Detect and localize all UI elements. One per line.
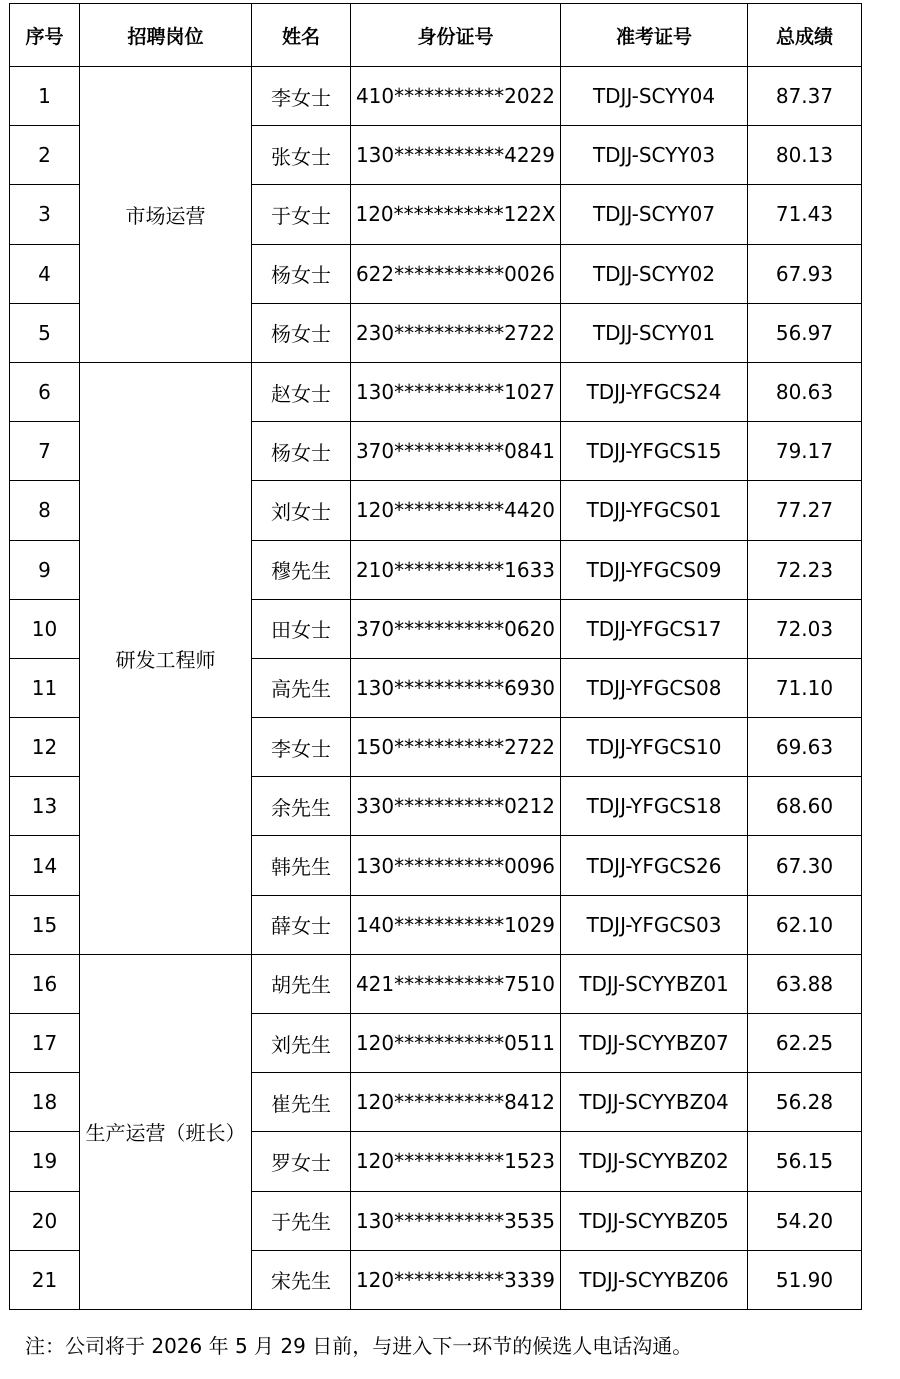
cell-name: 高先生 (252, 658, 351, 717)
cell-total-score: 77.27 (748, 481, 862, 540)
cell-ticket-number: TDJJ-YFGCS26 (561, 836, 748, 895)
table-row (10, 67, 862, 126)
cell-total-score: 79.17 (748, 422, 862, 481)
cell-ticket-number: TDJJ-SCYYBZ07 (561, 1014, 748, 1073)
cell-name: 韩先生 (252, 836, 351, 895)
cell-name: 张女士 (252, 126, 351, 185)
cell-seq: 18 (10, 1073, 80, 1132)
cell-ticket-number: TDJJ-SCYY03 (561, 126, 748, 185)
header-position: 招聘岗位 (80, 4, 252, 67)
cell-total-score: 67.30 (748, 836, 862, 895)
cell-id-number: 210***********1633 (351, 540, 561, 599)
cell-id-number: 130***********6930 (351, 658, 561, 717)
cell-id-number: 120***********8412 (351, 1073, 561, 1132)
cell-ticket-number: TDJJ-SCYY04 (561, 67, 748, 126)
cell-ticket-number: TDJJ-SCYY02 (561, 244, 748, 303)
cell-total-score: 56.15 (748, 1132, 862, 1191)
cell-seq: 14 (10, 836, 80, 895)
cell-name: 穆先生 (252, 540, 351, 599)
cell-id-number: 120***********3339 (351, 1250, 561, 1309)
cell-ticket-number: TDJJ-YFGCS08 (561, 658, 748, 717)
cell-id-number: 130***********0096 (351, 836, 561, 895)
cell-seq: 5 (10, 303, 80, 362)
cell-name: 李女士 (252, 718, 351, 777)
cell-ticket-number: TDJJ-YFGCS01 (561, 481, 748, 540)
cell-id-number: 120***********122X (351, 185, 561, 244)
cell-name: 胡先生 (252, 954, 351, 1013)
cell-name: 杨女士 (252, 303, 351, 362)
cell-id-number: 130***********4229 (351, 126, 561, 185)
cell-seq: 19 (10, 1132, 80, 1191)
cell-name: 罗女士 (252, 1132, 351, 1191)
cell-seq: 13 (10, 777, 80, 836)
cell-seq: 21 (10, 1250, 80, 1309)
cell-ticket-number: TDJJ-SCYY07 (561, 185, 748, 244)
cell-id-number: 120***********4420 (351, 481, 561, 540)
cell-seq: 8 (10, 481, 80, 540)
cell-ticket-number: TDJJ-YFGCS03 (561, 895, 748, 954)
cell-position: 市场运营 (80, 67, 252, 363)
header-seq: 序号 (10, 4, 80, 67)
cell-name: 杨女士 (252, 244, 351, 303)
cell-ticket-number: TDJJ-SCYYBZ04 (561, 1073, 748, 1132)
cell-id-number: 370***********0620 (351, 599, 561, 658)
cell-name: 于先生 (252, 1191, 351, 1250)
cell-total-score: 62.10 (748, 895, 862, 954)
cell-ticket-number: TDJJ-YFGCS18 (561, 777, 748, 836)
cell-total-score: 71.10 (748, 658, 862, 717)
cell-ticket-number: TDJJ-SCYY01 (561, 303, 748, 362)
cell-id-number: 120***********0511 (351, 1014, 561, 1073)
cell-total-score: 51.90 (748, 1250, 862, 1309)
table-body (10, 67, 862, 1310)
results-table (9, 3, 862, 1310)
header-id-number: 身份证号 (351, 4, 561, 67)
cell-seq: 9 (10, 540, 80, 599)
cell-name: 田女士 (252, 599, 351, 658)
cell-id-number: 140***********1029 (351, 895, 561, 954)
cell-total-score: 69.63 (748, 718, 862, 777)
cell-total-score: 71.43 (748, 185, 862, 244)
cell-ticket-number: TDJJ-SCYYBZ06 (561, 1250, 748, 1309)
table-row (10, 954, 862, 1013)
cell-id-number: 421***********7510 (351, 954, 561, 1013)
cell-total-score: 56.28 (748, 1073, 862, 1132)
cell-seq: 12 (10, 718, 80, 777)
table-row (10, 362, 862, 421)
cell-id-number: 120***********1523 (351, 1132, 561, 1191)
cell-name: 刘先生 (252, 1014, 351, 1073)
cell-name: 杨女士 (252, 422, 351, 481)
cell-name: 赵女士 (252, 362, 351, 421)
cell-seq: 15 (10, 895, 80, 954)
header-total-score: 总成绩 (748, 4, 862, 67)
cell-seq: 1 (10, 67, 80, 126)
cell-ticket-number: TDJJ-SCYYBZ05 (561, 1191, 748, 1250)
cell-name: 余先生 (252, 777, 351, 836)
footnote: 注：公司将于 2026 年 5 月 29 日前，与进入下一环节的候选人电话沟通。 (25, 1334, 693, 1358)
cell-seq: 7 (10, 422, 80, 481)
cell-seq: 17 (10, 1014, 80, 1073)
cell-total-score: 54.20 (748, 1191, 862, 1250)
cell-id-number: 370***********0841 (351, 422, 561, 481)
cell-id-number: 150***********2722 (351, 718, 561, 777)
cell-name: 崔先生 (252, 1073, 351, 1132)
cell-total-score: 87.37 (748, 67, 862, 126)
cell-name: 于女士 (252, 185, 351, 244)
cell-ticket-number: TDJJ-YFGCS24 (561, 362, 748, 421)
cell-seq: 16 (10, 954, 80, 1013)
cell-id-number: 330***********0212 (351, 777, 561, 836)
cell-id-number: 622***********0026 (351, 244, 561, 303)
cell-seq: 11 (10, 658, 80, 717)
cell-seq: 4 (10, 244, 80, 303)
cell-seq: 20 (10, 1191, 80, 1250)
cell-id-number: 130***********3535 (351, 1191, 561, 1250)
cell-seq: 6 (10, 362, 80, 421)
cell-seq: 2 (10, 126, 80, 185)
cell-ticket-number: TDJJ-YFGCS10 (561, 718, 748, 777)
cell-total-score: 68.60 (748, 777, 862, 836)
cell-name: 李女士 (252, 67, 351, 126)
cell-total-score: 67.93 (748, 244, 862, 303)
cell-ticket-number: TDJJ-YFGCS09 (561, 540, 748, 599)
cell-total-score: 80.63 (748, 362, 862, 421)
cell-seq: 10 (10, 599, 80, 658)
cell-total-score: 56.97 (748, 303, 862, 362)
header-row (10, 4, 862, 67)
cell-ticket-number: TDJJ-YFGCS15 (561, 422, 748, 481)
cell-total-score: 63.88 (748, 954, 862, 1013)
cell-id-number: 130***********1027 (351, 362, 561, 421)
cell-name: 刘女士 (252, 481, 351, 540)
cell-ticket-number: TDJJ-SCYYBZ01 (561, 954, 748, 1013)
cell-total-score: 72.03 (748, 599, 862, 658)
cell-id-number: 230***********2722 (351, 303, 561, 362)
cell-ticket-number: TDJJ-SCYYBZ02 (561, 1132, 748, 1191)
cell-total-score: 62.25 (748, 1014, 862, 1073)
cell-name: 宋先生 (252, 1250, 351, 1309)
cell-name: 薛女士 (252, 895, 351, 954)
cell-ticket-number: TDJJ-YFGCS17 (561, 599, 748, 658)
header-name: 姓名 (252, 4, 351, 67)
cell-total-score: 72.23 (748, 540, 862, 599)
header-ticket-number: 准考证号 (561, 4, 748, 67)
cell-total-score: 80.13 (748, 126, 862, 185)
cell-id-number: 410***********2022 (351, 67, 561, 126)
cell-position: 研发工程师 (80, 362, 252, 954)
cell-seq: 3 (10, 185, 80, 244)
cell-position: 生产运营（班长） (80, 954, 252, 1309)
